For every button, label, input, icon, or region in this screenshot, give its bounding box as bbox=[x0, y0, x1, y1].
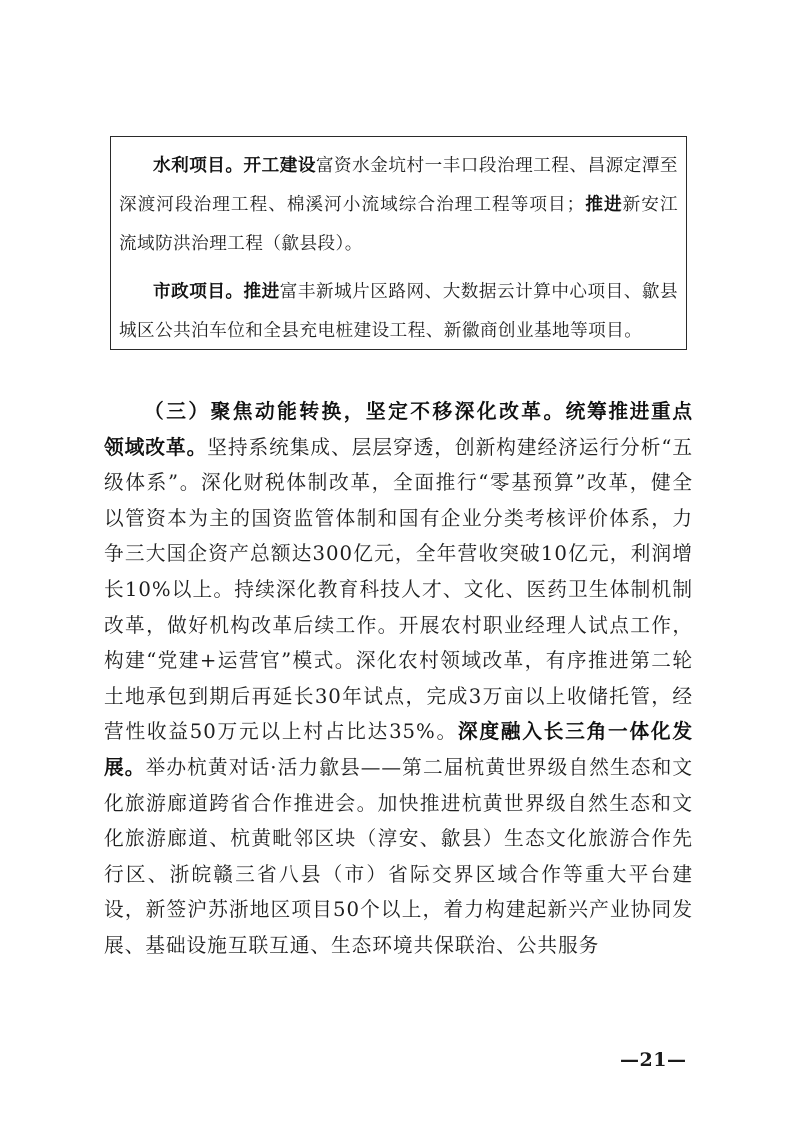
reform-text: 坚持系统集成、层层穿透，创新构建经济运行分析“五级体系”。深化财税体制改革，全面推行“零基预算”改革，健全以管资本为主的国资监管体制和国有企业分类考核评价体系，力争三大国企资产总额达300亿元，全年营收突破10亿元，利润增长10%以上。持续深化教育科技人才、文化、医药卫生体制机制改革，做好机构改革后续工作。开展农村职业经理人试点工作，构建“党建+运营官”模式。深化农村领域改革，有序推进第二轮土地承包到期后再延长30年试点，完成3万亩以上收储托管，经营性收益50万元以上村占比达35%。 bbox=[104, 435, 693, 744]
municipal-project-paragraph bbox=[119, 273, 678, 351]
municipal-project-text: 富丰新城片区路网、大数据云计算中心项目、歙县城区公共泊车位和全县充电桩建设工程、新徽商创业基地等项目。 bbox=[119, 282, 678, 341]
subheading-yangtze-delta: 深度融入长三角一体化发展。 bbox=[104, 720, 693, 779]
subheading-reform: 统筹推进重点领域改革。 bbox=[104, 400, 694, 459]
body-section bbox=[104, 394, 693, 964]
municipal-project-title: 市政项目。 bbox=[153, 282, 244, 302]
project-box bbox=[110, 136, 687, 350]
water-project-verb-start: 开工建设 bbox=[243, 156, 316, 176]
page-number: —21— bbox=[620, 1049, 687, 1071]
water-project-title: 水利项目。 bbox=[153, 156, 244, 176]
water-project-paragraph bbox=[119, 147, 678, 264]
water-project-text-1: 富资水金坑村一丰口段治理工程、昌源定潭至深渡河段治理工程、棉溪河小流域综合治理工程等项目； bbox=[119, 156, 678, 215]
reform-paragraph bbox=[104, 394, 693, 964]
municipal-project-verb-advance: 推进 bbox=[243, 282, 280, 302]
water-project-verb-advance: 推进 bbox=[584, 195, 623, 215]
yangtze-delta-text: 举办杭黄对话·活力歙县——第二届杭黄世界级自然生态和文化旅游廊道跨省合作推进会。加快推进杭黄世界级自然生态和文化旅游廊道、杭黄毗邻区块（淳安、歙县）生态文化旅游合作先行区、浙皖赣三省八县（市）省际交界区域合作等重大平台建设，新签沪苏浙地区项目50个以上，着力构建起新兴产业协同发展、基础设施互联互通、生态环境共保联治、公共服务 bbox=[104, 755, 694, 957]
section-heading: （三）聚焦动能转换，坚定不移深化改革。 bbox=[144, 400, 566, 423]
water-project-text-2: 新安江流域防洪治理工程（歙县段）。 bbox=[119, 195, 678, 254]
